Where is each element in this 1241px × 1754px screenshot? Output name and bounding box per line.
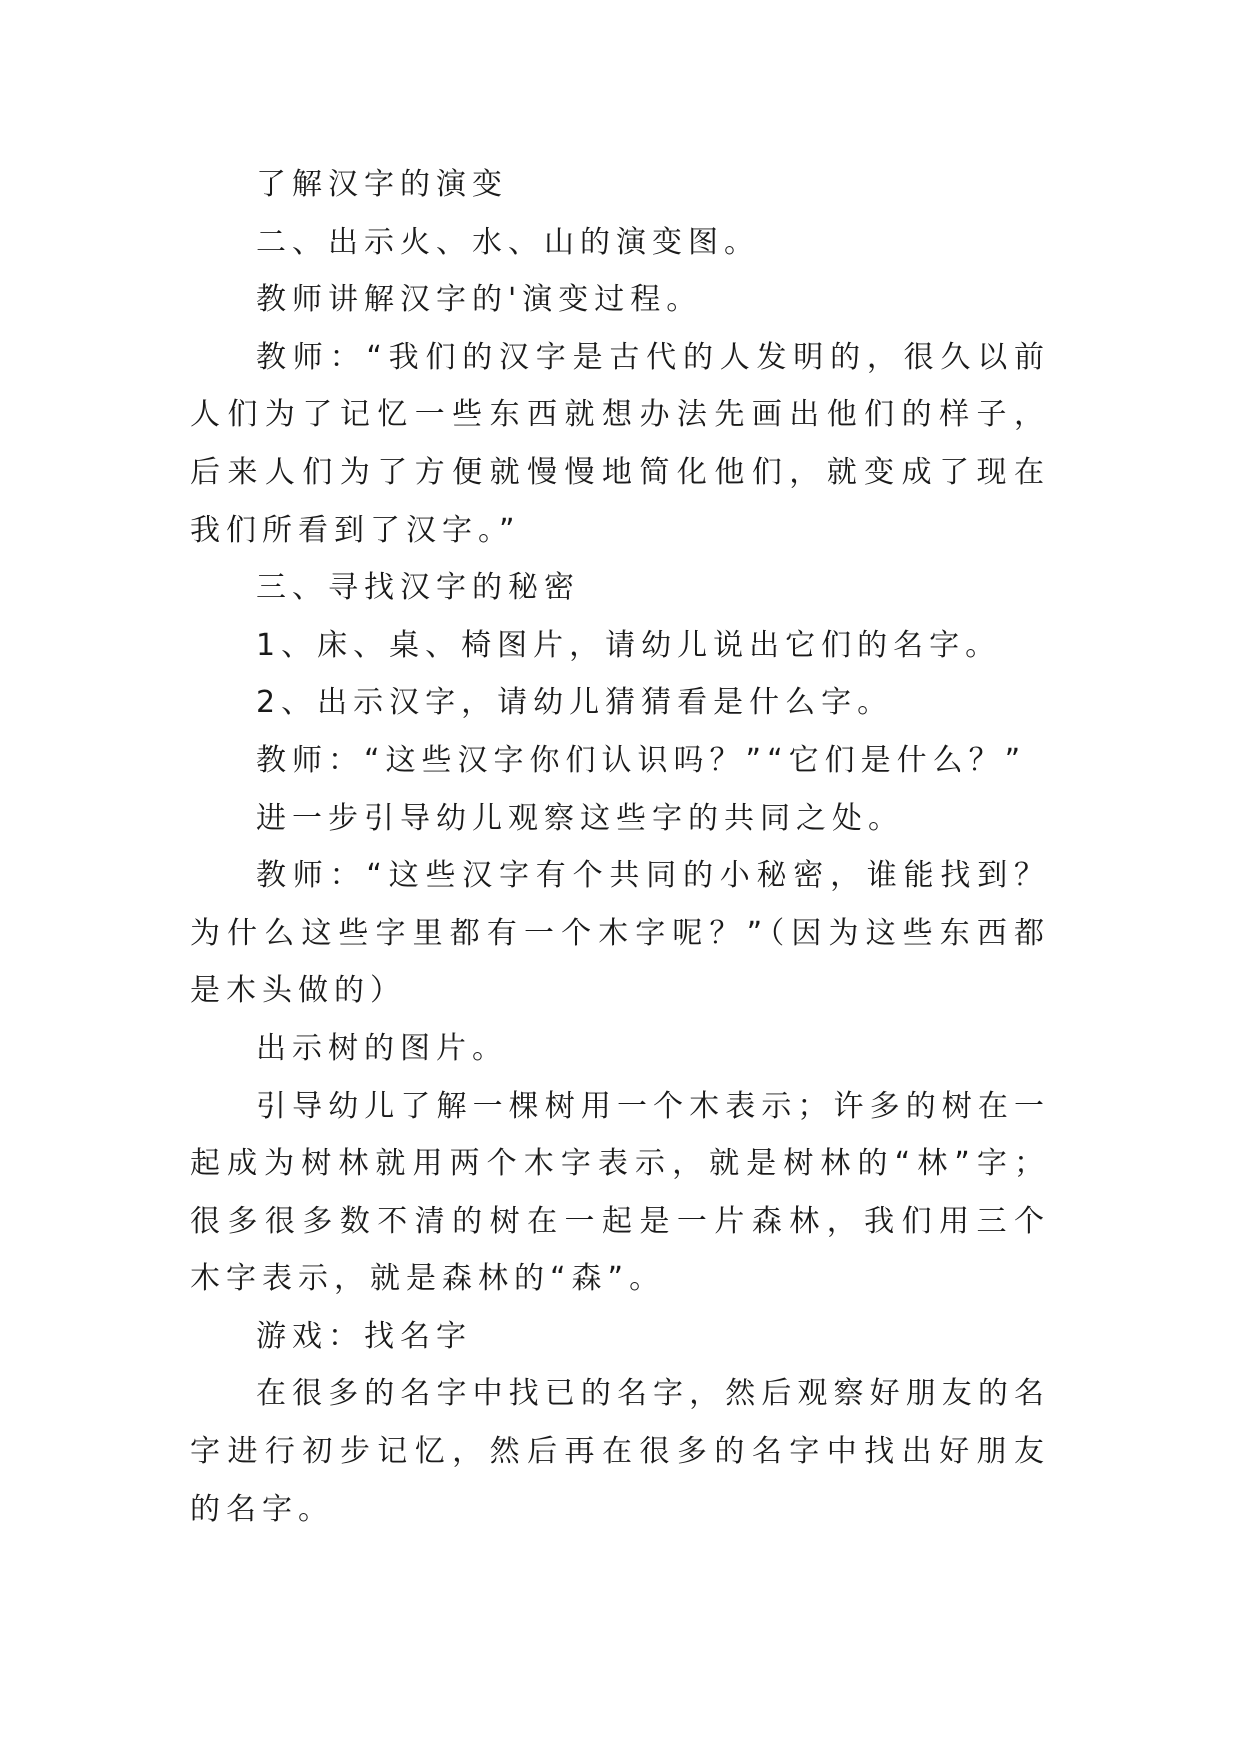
paragraph-10: 教师：“这些汉字有个共同的小秘密，谁能找到？为什么这些字里都有一个木字呢？”（因为这些东西都是木头做的） [190,858,1050,1009]
paragraph-9: 进一步引导幼儿观察这些字的共同之处。 [256,800,904,836]
paragraph-2: 二、出示火、水、山的演变图。 [256,224,760,260]
paragraph-4: 教师：“我们的汉字是古代的人发明的，很久以前人们为了记忆一些东西就想办法先画出他们的样子，后来人们为了方便就慢慢地简化他们，就变成了现在我们所看到了汉字。” [190,339,1050,548]
paragraph-3: 教师讲解汉字的'演变过程。 [256,282,703,318]
document-body [190,156,1050,1538]
paragraph-8: 教师：“这些汉字你们认识吗？”“它们是什么？” [256,742,1027,778]
paragraph-5: 三、寻找汉字的秘密 [256,570,580,606]
paragraph-11: 出示树的图片。 [256,1030,508,1066]
paragraph-6: 1、床、桌、椅图片，请幼儿说出它们的名字。 [256,627,1002,663]
paragraph-7: 2、出示汉字，请幼儿猜猜看是什么字。 [256,685,894,721]
paragraph-12: 引导幼儿了解一棵树用一个木表示；许多的树在一起成为树林就用两个木字表示，就是树林的“林”字；很多很多数不清的树在一起是一片森林，我们用三个木字表示，就是森林的“森”。 [190,1088,1050,1297]
paragraph-13: 游戏：找名字 [256,1318,472,1354]
paragraph-14: 在很多的名字中找已的名字，然后观察好朋友的名字进行初步记忆，然后再在很多的名字中找出好朋友的名字。 [190,1376,1050,1527]
paragraph-1: 了解汉字的演变 [256,167,508,202]
